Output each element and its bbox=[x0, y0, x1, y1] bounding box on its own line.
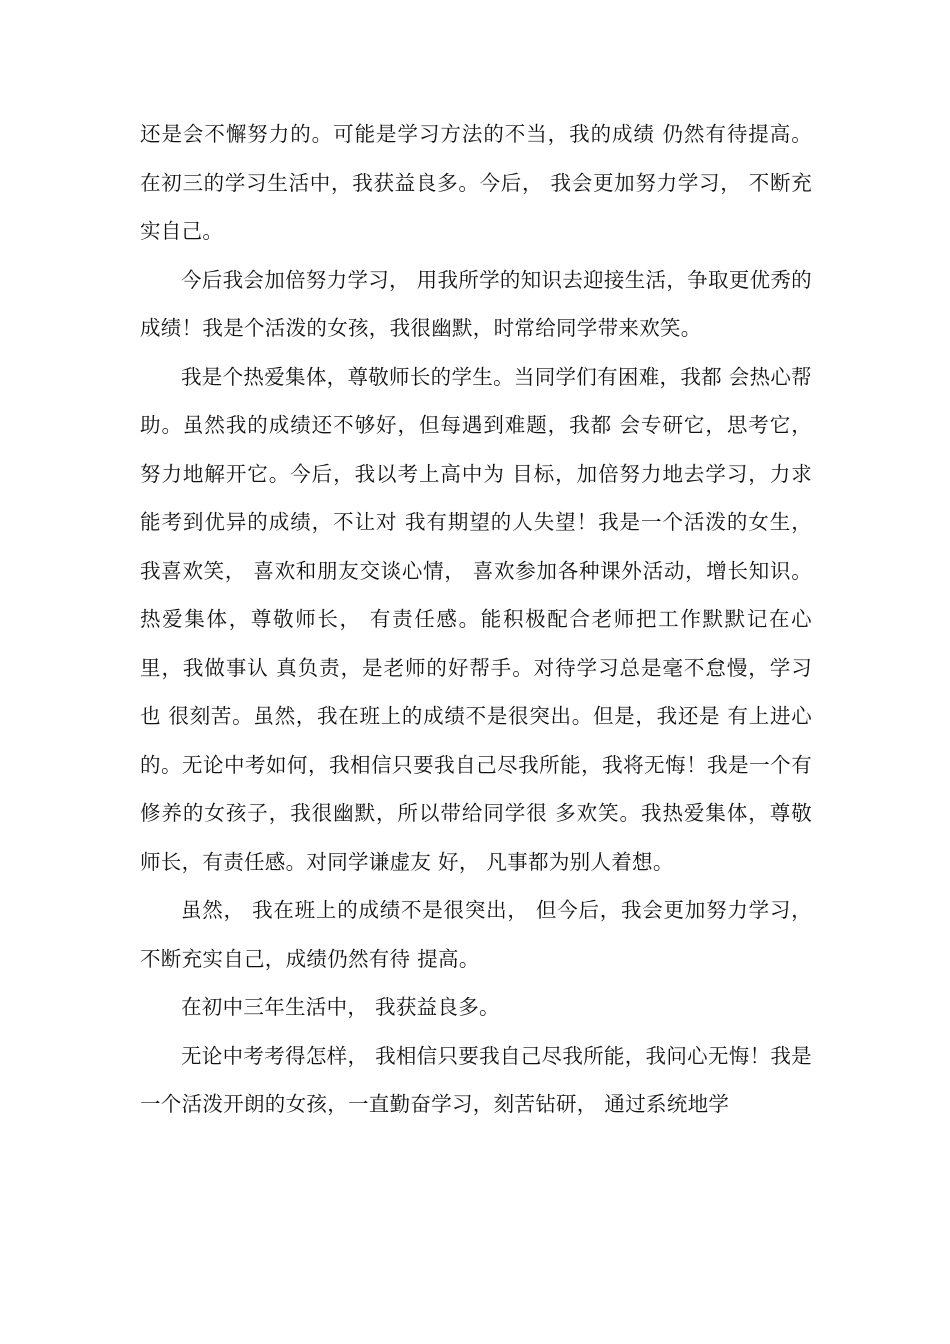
paragraph-4: 虽然， 我在班上的成绩不是很突出， 但今后，我会更加努力学习，不断充实自己，成绩仍然有待 提高。 bbox=[140, 898, 812, 971]
paragraph-2: 今后我会加倍努力学习， 用我所学的知识去迎接生活，争取更优秀的成绩！我是个活泼的女孩，我很幽默，时常给同学带来欢笑。 bbox=[140, 267, 812, 340]
document-body bbox=[140, 110, 812, 1129]
paragraph-3: 我是个热爱集体，尊敬师长的学生。当同学们有困难，我都 会热心帮助。虽然我的成绩还不够好，但每遇到难题，我都 会专研它，思考它，努力地解开它。今后，我以考上高中为 目标，加倍努力地去学习，力求能考到优异的成绩，不让对 我有期望的人失望！我是一个活泼的女生， 我喜欢笑， 喜欢和朋友交谈心情， 喜欢参加各种课外活动，增长知识。热爱集体，尊敬师长， 有责任感。能积极配合老师把工作默默记在心里，我做事认 真负责，是老师的好帮手。对待学习总是毫不怠慢，学习也 很刻苦。虽然，我在班上的成绩不是很突出。但是，我还是 有上进心的。无论中考如何，我相信只要我自己尽我所能，我将无悔！我是一个有修养的女孩子，我很幽默，所以带给同学很 多欢笑。我热爱集体，尊敬师长，有责任感。对同学谦虚友 好， 凡事都为别人着想。 bbox=[140, 364, 812, 874]
paragraph-6: 无论中考考得怎样， 我相信只要我自己尽我所能，我问心无悔！我是一个活泼开朗的女孩，一直勤奋学习，刻苦钻研， 通过系统地学 bbox=[140, 1043, 812, 1116]
paragraph-5: 在初中三年生活中， 我获益良多。 bbox=[181, 995, 500, 1019]
paragraph-1: 还是会不懈努力的。可能是学习方法的不当，我的成绩 仍然有待提高。在初三的学习生活中，我获益良多。今后， 我会更加努力学习， 不断充实自己。 bbox=[140, 122, 812, 243]
